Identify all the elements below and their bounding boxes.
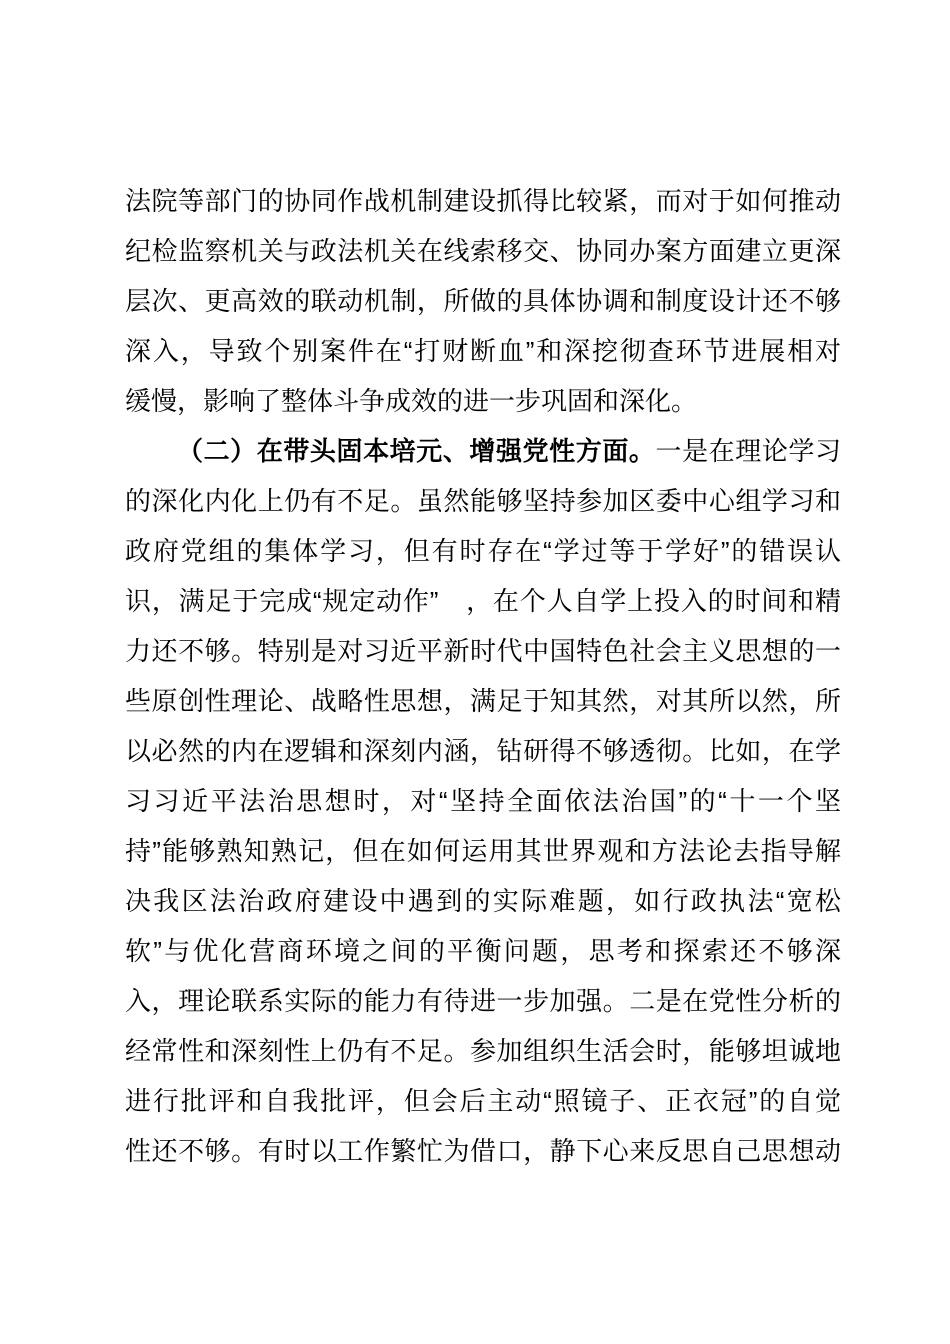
- body-text-run: 的深化内化上仍有不足。虽然能够坚持参加区委中心组学习和: [125, 486, 841, 516]
- text-line: [125, 1126, 841, 1176]
- para-section-two-party-spirit: [125, 426, 841, 1176]
- text-line: [125, 376, 841, 426]
- text-line: [125, 876, 841, 926]
- text-line: [125, 326, 841, 376]
- text-block: [125, 176, 841, 1176]
- body-text-run: 持”能够熟知熟记，但在如何运用其世界观和方法论去指导解: [125, 836, 841, 866]
- section-heading-text: （二）在带头固本培元、增强党性方面。: [177, 436, 656, 466]
- text-line: [125, 426, 841, 476]
- body-text-run: 识，满足于完成“规定动作” ，在个人自学上投入的时间和精: [125, 586, 841, 616]
- body-text-run: 一是在理论学习: [655, 436, 841, 466]
- text-line: [125, 476, 841, 526]
- body-text-run: 些原创性理论、战略性思想，满足于知其然，对其所以然，所: [125, 686, 841, 716]
- text-line: [125, 276, 841, 326]
- text-line: [125, 176, 841, 226]
- body-text-run: 经常性和深刻性上仍有不足。参加组织生活会时，能够坦诚地: [125, 1036, 841, 1066]
- body-text-run: 深入，导致个别案件在“打财断血”和深挖彻查环节进展相对: [125, 336, 841, 366]
- body-text-run: 力还不够。特别是对习近平新时代中国特色社会主义思想的一: [125, 636, 841, 666]
- body-text-run: 软”与优化营商环境之间的平衡问题，思考和探索还不够深: [125, 936, 841, 966]
- text-line: [125, 676, 841, 726]
- body-text-run: 以必然的内在逻辑和深刻内涵，钻研得不够透彻。比如，在学: [125, 736, 841, 766]
- body-text-run: 决我区法治政府建设中遇到的实际难题，如行政执法“宽松: [125, 886, 841, 916]
- text-line: [125, 926, 841, 976]
- text-line: [125, 726, 841, 776]
- body-text-run: 进行批评和自我批评，但会后主动“照镜子、正衣冠”的自觉: [125, 1086, 841, 1116]
- text-line: [125, 626, 841, 676]
- para-coordination-mechanism-continuation: [125, 176, 841, 426]
- text-line: [125, 226, 841, 276]
- body-text-run: 入，理论联系实际的能力有待进一步加强。二是在党性分析的: [125, 986, 841, 1016]
- body-text-run: 法院等部门的协同作战机制建设抓得比较紧，而对于如何推动: [125, 186, 841, 216]
- text-line: [125, 576, 841, 626]
- body-text-run: 政府党组的集体学习，但有时存在“学过等于学好”的错误认: [125, 536, 841, 566]
- text-line: [125, 526, 841, 576]
- text-line: [125, 976, 841, 1026]
- text-line: [125, 1026, 841, 1076]
- text-line: [125, 776, 841, 826]
- body-text-run: 缓慢，影响了整体斗争成效的进一步巩固和深化。: [125, 386, 698, 416]
- text-line: [125, 826, 841, 876]
- body-text-run: 习习近平法治思想时，对“坚持全面依法治国”的“十一个坚: [125, 786, 841, 816]
- body-text-run: 性还不够。有时以工作繁忙为借口，静下心来反思自己思想动: [125, 1136, 841, 1166]
- text-line: [125, 1076, 841, 1126]
- body-text-run: 纪检监察机关与政法机关在线索移交、协同办案方面建立更深: [125, 236, 841, 266]
- body-text-run: 层次、更高效的联动机制，所做的具体协调和制度设计还不够: [125, 286, 841, 316]
